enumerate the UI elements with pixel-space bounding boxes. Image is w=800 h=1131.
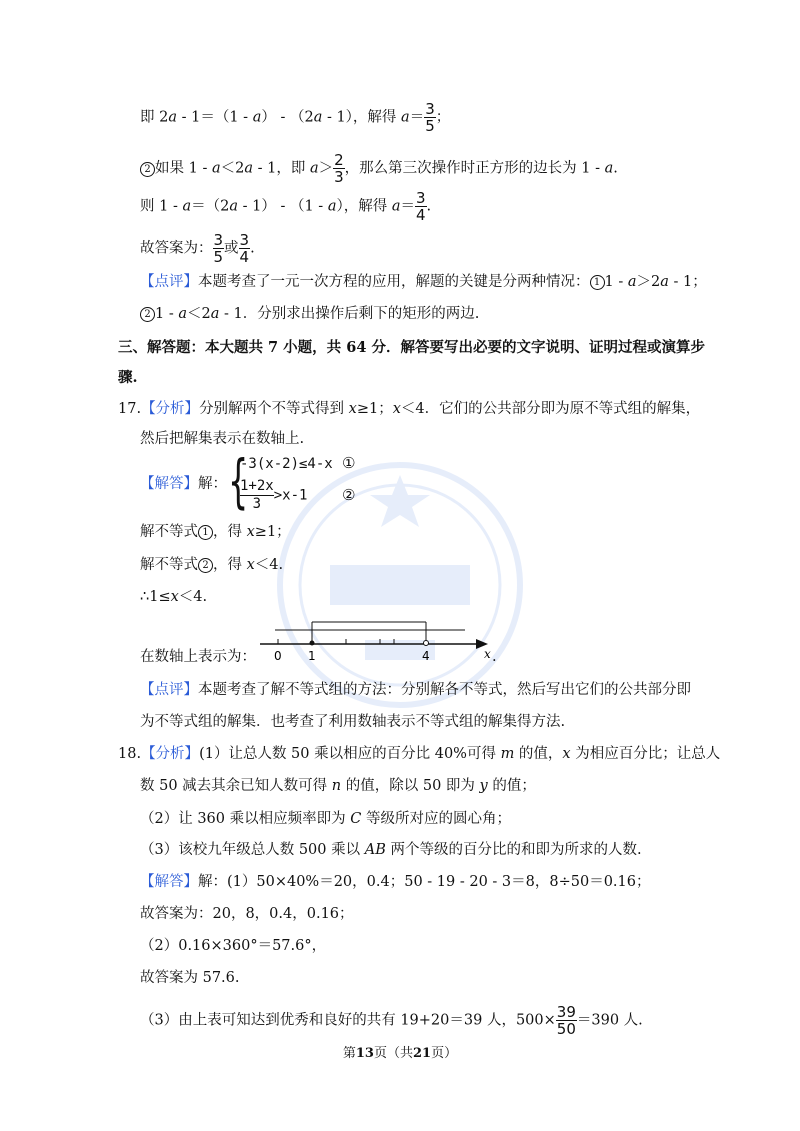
numberline-end: . <box>492 649 497 665</box>
line-answer: 故答案为： $\frac{3}{5}$ 或 $\frac{3}{4}$ . <box>140 231 255 266</box>
q17-analysis-cont: 然后把解集表示在数轴上. <box>140 431 305 447</box>
axis-label-x: x <box>484 647 491 661</box>
q18-analysis: 18.【分析】(1）让总人数 50 乘以相应的百分比 40%可得 m 的值，x 为相应百分比；让总人 <box>118 746 721 762</box>
step-2: 解不等式 2 ，得 x＜4. <box>140 557 284 573</box>
fraction-2-3: $\frac{2}{3}$ <box>334 151 344 186</box>
inequality-system: { -3(x-2)≤4-x $\frac{1+2x}{3}$ >x-1 ① ② <box>228 447 356 515</box>
step-3: ∴1≤x＜4. <box>140 589 208 605</box>
numberline-label: 在数轴上表示为： <box>140 649 256 665</box>
tick-label-1: 1 <box>308 649 316 663</box>
q18-analysis-3: （3）该校九年级总人数 500 乘以 AB 两个等级的百分比的和即为所求的人数. <box>140 842 642 858</box>
q18-solution-1: 【解答】解：(1）50×40%＝20，0.4；50 - 19 - 20 - 3＝8，8÷50＝0.16； <box>140 874 651 890</box>
line-comment: 【点评】本题考查了一元一次方程的应用，解题的关键是分两种情况： 1 1 - a＞2a - 1； <box>140 274 707 290</box>
q18-answer-2: 故答案为 57.6. <box>140 970 240 986</box>
fraction-3-4: $\frac{3}{4}$ <box>415 189 426 224</box>
q18-analysis-2: （2）让 360 乘以相应频率即为 C 等级所对应的圆心角； <box>140 811 511 827</box>
q17-solution-label: 【解答】解： <box>140 476 227 492</box>
q17-comment-cont: 为不等式组的解集．也考查了利用数轴表示不等式组的解集得方法. <box>140 714 566 730</box>
q17-analysis: 17.【分析】分别解两个不等式得到 x≥1；x＜4．它们的公共部分即为原不等式组的解集， <box>118 401 701 417</box>
section-title-cont: 骤. <box>118 369 138 386</box>
tick-label-0: 0 <box>274 649 282 663</box>
q18-solution-2: （2）0.16×360°＝57.6°， <box>140 938 327 954</box>
page-footer: 第13页（共21页） <box>342 1046 458 1061</box>
line-solution-2: 则 1 - a＝（2a - 1） - （1 - a），解得 a＝ $\frac{3}{4}$ . <box>140 189 432 224</box>
q18-answer-1: 故答案为：20，8，0.4，0.16； <box>140 906 354 922</box>
q18-analysis-cont: 数 50 减去其余已知人数可得 n 的值，除以 50 即为 y 的值； <box>140 778 536 794</box>
number-line <box>250 612 510 668</box>
line-case-2: 2 如果 1 - a＜2a - 1，即 a＞ $\frac{2}{3}$ ，那么第三次操作时正方形的边长为 1 - a. <box>140 152 618 185</box>
brace-icon: { <box>228 447 249 515</box>
step-1: 解不等式 1 ，得 x≥1； <box>140 524 291 540</box>
q18-solution-3: （3）由上表可知达到优秀和良好的共有 19+20＝39 人，500× $\frac{39}{50}$ ＝390 人. <box>140 1003 643 1038</box>
line-comment-2: 2 1 - a＜2a - 1．分别求出操作后剩下的矩形的两边. <box>140 304 479 324</box>
comment-tag: 【点评】 <box>140 274 198 290</box>
tick-label-4: 4 <box>422 649 430 663</box>
line-solution-1: 即 2a - 1＝（1 - a） - （2a - 1），解得 a＝ $\frac{3}{5}$ ； <box>140 100 451 135</box>
q17-comment: 【点评】本题考查了解不等式组的方法：分别解各不等式，然后写出它们的公共部分即 <box>140 682 691 698</box>
fraction-3-5: $\frac{3}{5}$ <box>425 100 435 135</box>
section-title: 三、解答题：本大题共 7 小题，共 64 分．解答要写出必要的文字说明、证明过程或演算步 <box>118 339 705 356</box>
